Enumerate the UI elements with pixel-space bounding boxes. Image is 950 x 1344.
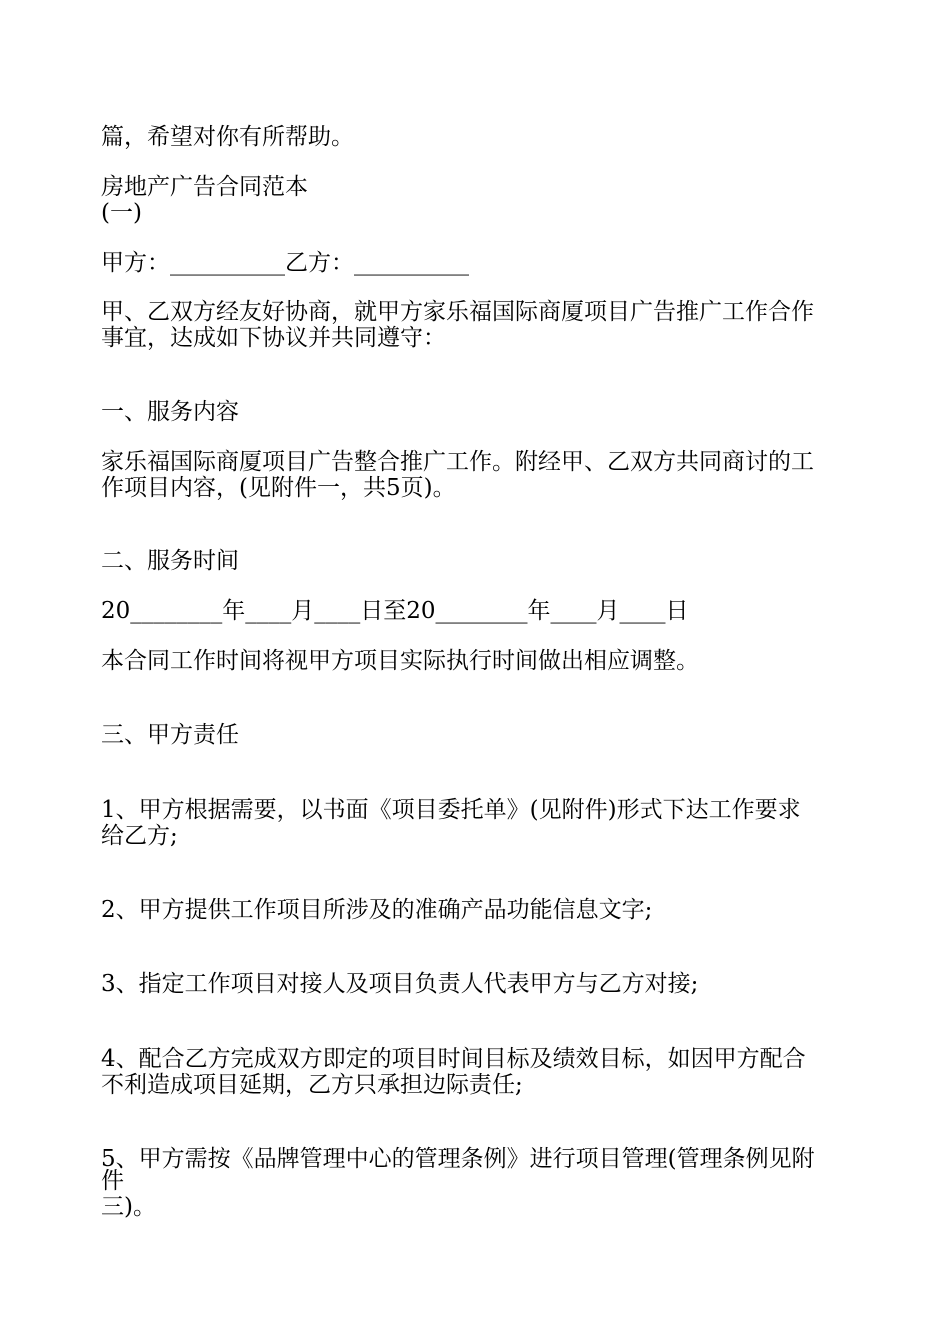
section3-item1-line-1: 1、甲方根据需要，以书面《项目委托单》(见附件)形式下达工作要求 [101, 797, 801, 823]
document-subtitle: (一) [101, 200, 142, 226]
section3-item5-line-1: 5、甲方需按《品牌管理中心的管理条例》进行项目管理(管理条例见附 [101, 1146, 815, 1172]
section1-heading: 一、服务内容 [101, 399, 239, 425]
section1-body-line-1: 家乐福国际商厦项目广告整合推广工作。附经甲、乙双方共同商讨的工 [101, 449, 814, 475]
section2-date-range: 20________年____月____日至20________年____月____日 [101, 598, 689, 624]
preamble-line-1: 甲、乙双方经友好协商，就甲方家乐福国际商厦项目广告推广工作合作 [101, 299, 814, 325]
section2-heading: 二、服务时间 [101, 548, 239, 574]
document-title: 房地产广告合同范本 [101, 174, 308, 200]
section3-item5-line-2: 件 [101, 1168, 124, 1194]
intro-tail-text: 篇，希望对你有所帮助。 [101, 124, 354, 150]
section2-note: 本合同工作时间将视甲方项目实际执行时间做出相应调整。 [101, 648, 699, 674]
preamble-line-2: 事宜，达成如下协议并共同遵守： [101, 325, 446, 351]
section1-body-line-2: 作项目内容，(见附件一，共5页)。 [101, 475, 456, 501]
section3-item4-line-1: 4、配合乙方完成双方即定的项目时间目标及绩效目标，如因甲方配合 [101, 1046, 806, 1072]
section3-item5-line-3: 三)。 [101, 1194, 156, 1220]
parties-line: 甲方：__________乙方：__________ [101, 250, 469, 276]
section3-item4-line-2: 不利造成项目延期，乙方只承担边际责任; [101, 1072, 523, 1098]
section3-item3: 3、指定工作项目对接人及项目负责人代表甲方与乙方对接; [101, 971, 699, 997]
section3-item1-line-2: 给乙方; [101, 823, 178, 849]
section3-heading: 三、甲方责任 [101, 722, 239, 748]
section3-item2: 2、甲方提供工作项目所涉及的准确产品功能信息文字; [101, 897, 653, 923]
